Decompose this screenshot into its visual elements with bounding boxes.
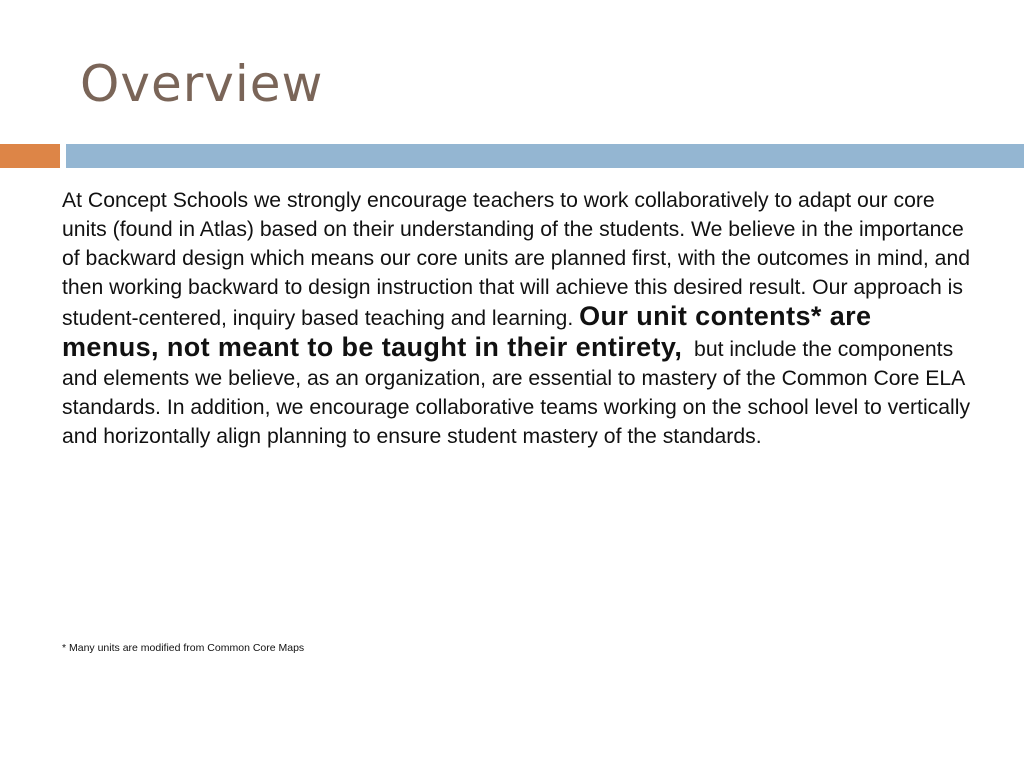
accent-bar-orange <box>0 144 60 168</box>
body-text-emphasis: Our unit contents* are menus, not meant to be taught in their entirety <box>62 301 872 362</box>
body-text-comma: , <box>674 332 683 362</box>
footnote: * Many units are modified from Common Core Maps <box>62 642 305 654</box>
body-text-intro: At Concept Schools we strongly encourage teachers to work collaboratively to adapt our core units (found in Atlas) based on their understanding of the students. We believe in the importance of backward design which means our core units are planned first, with the outcomes in mind, and then working backward to design instruction that will achieve this desired result. Our approach is student-centered, inquiry based teaching and learning. <box>62 189 971 330</box>
accent-bar-blue <box>66 144 1024 168</box>
body-text-continuation: but include the components and elements we believe, as an organization, are essential to mastery of the Common Core ELA standards. In addition, we encourage collaborative teams working on the school level to vertically and horizontally align planning to ensure student mastery of the standards. <box>62 338 971 448</box>
slide-title: Overview <box>80 55 324 113</box>
body-paragraph <box>62 186 972 451</box>
